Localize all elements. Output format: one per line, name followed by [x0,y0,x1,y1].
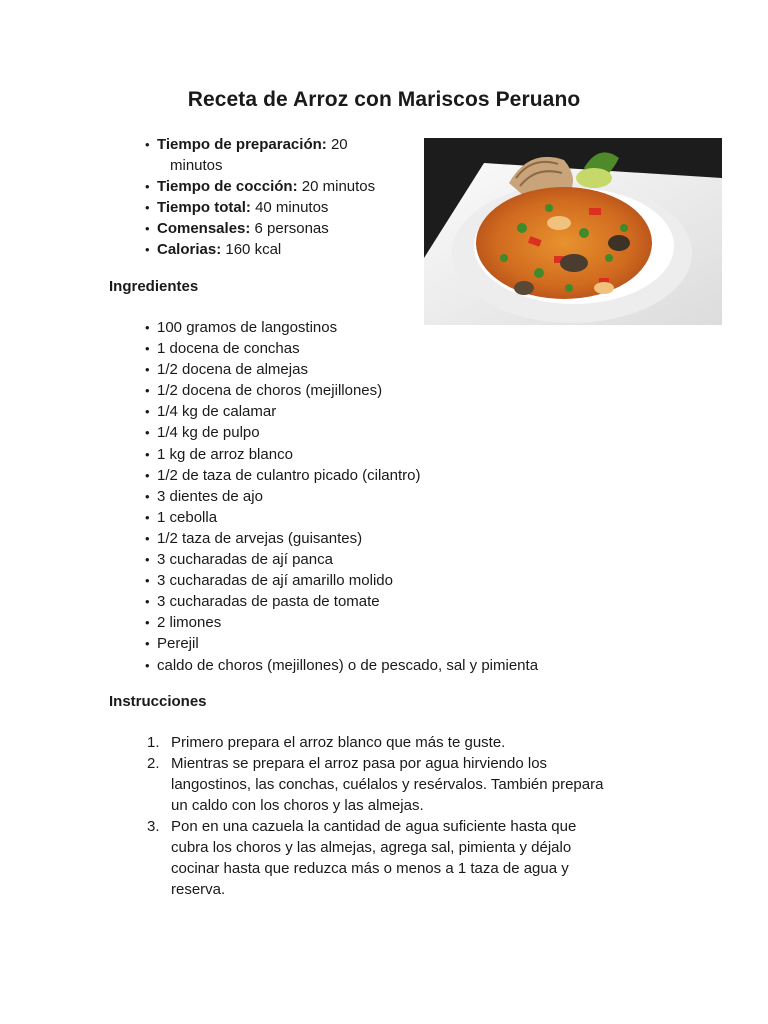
instruction-step: 3. Pon en una cazuela la cantidad de agua suficiente hasta que cubra los choros y las almejas, agrega sal, pimienta y déjalo cocinar hasta que reduzca más o menos a 1 taza de agua y reserva. [147,818,577,898]
dish-photo [424,138,722,325]
recipe-meta-list [145,134,415,260]
instructions-list [145,732,645,900]
instructions-heading: Instrucciones [109,693,207,710]
step-number: 3. [147,818,160,835]
ingredients-heading: Ingredientes [109,278,199,295]
list-item: • 1/2 docena de almejas [145,359,665,380]
list-item: • 1/2 docena de choros (mejillones) [145,380,665,401]
ingredients-list [145,317,665,676]
list-item: • 1/2 taza de arvejas (guisantes) [145,528,665,549]
list-item: • 2 limones [145,612,665,633]
list-item: • 1/4 kg de calamar [145,401,665,422]
list-item: • 3 dientes de ajo [145,486,665,507]
list-item: • 100 gramos de langostinos [145,317,665,338]
meta-servings: • Comensales: 6 personas [145,218,415,239]
list-item: • caldo de choros (mejillones) o de pescado, sal y pimienta [145,655,665,676]
list-item: • 3 cucharadas de pasta de tomate [145,591,665,612]
list-item: • 1 docena de conchas [145,338,665,359]
step-number: 1. [147,734,160,751]
list-item: • 1/4 kg de pulpo [145,422,665,443]
meta-cook-time: • Tiempo de cocción: 20 minutos [145,176,415,197]
list-item: • 1/2 de taza de culantro picado (cilantro) [145,465,665,486]
list-item: • 1 kg de arroz blanco [145,444,665,465]
list-item: • Perejil [145,633,665,654]
list-item: • 3 cucharadas de ají panca [145,549,665,570]
meta-total-time: • Tiempo total: 40 minutos [145,197,415,218]
list-item: • 3 cucharadas de ají amarillo molido [145,570,665,591]
list-item: • 1 cebolla [145,507,665,528]
dish-photo-illustration [424,138,722,325]
meta-calories: • Calorias: 160 kcal [145,239,415,260]
meta-prep-time: • Tiempo de preparación: 20 minutos [145,134,415,176]
instruction-step: 2. Mientras se prepara el arroz pasa por agua hirviendo los langostinos, las conchas, cuélalos y resérvalos. También prepara un caldo con los choros y las almejas. [147,755,604,814]
step-number: 2. [147,755,160,772]
page-title: Receta de Arroz con Mariscos Peruano [187,88,581,111]
instruction-step: 1. Primero prepara el arroz blanco que más te guste. [147,734,506,751]
